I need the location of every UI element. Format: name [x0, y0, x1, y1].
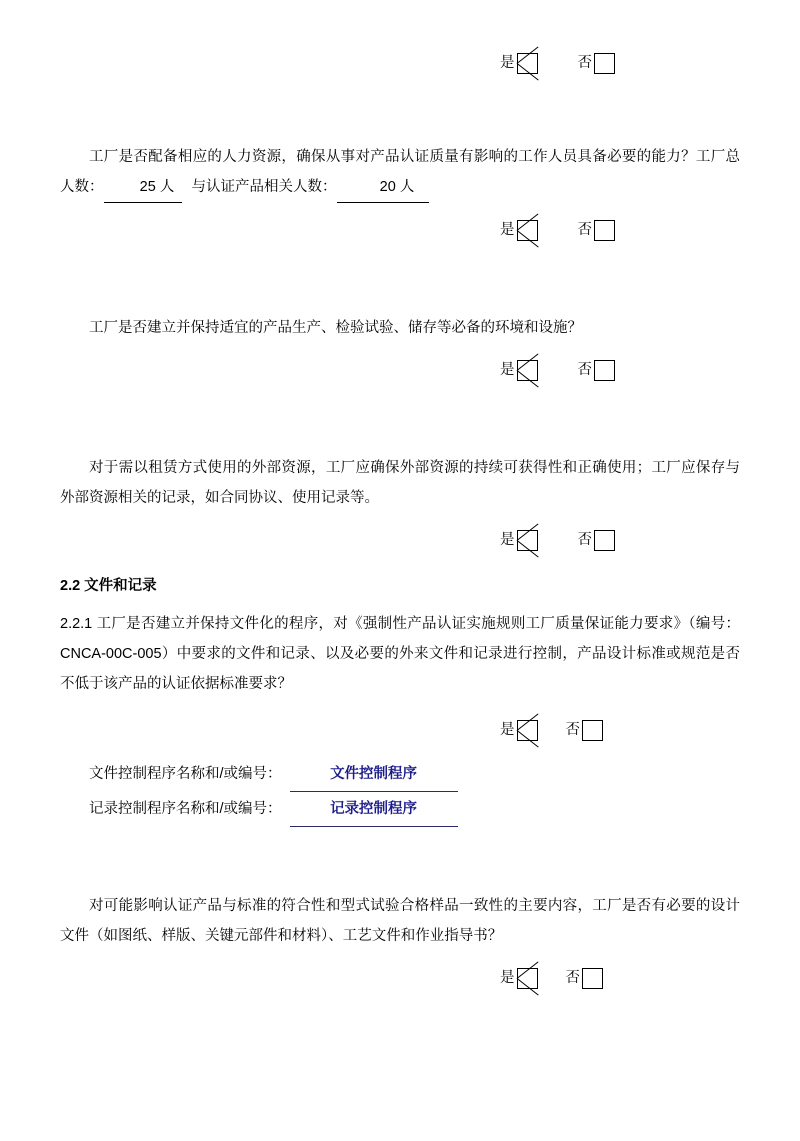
answer-yes-checkbox-2[interactable] [517, 360, 538, 381]
answer-no-checkbox-section[interactable] [582, 720, 603, 741]
answer-yes-option-final[interactable] [500, 963, 538, 993]
procedure-label-record-control: 记录控制程序名称和/或编号： [89, 801, 282, 817]
question-external-resources: 对于需以租赁方式使用的外部资源，工厂应确保外部资源的持续可获得性和正确使用；工厂应保存与外部资源相关的记录，如合同协议、使用记录等。 [60, 460, 740, 506]
answer-yes-option-section[interactable] [500, 715, 538, 745]
answer-no-label-2: 否 [577, 362, 592, 378]
answer-yes-checkbox-1[interactable] [517, 220, 538, 241]
section-heading-2-2: 2.2 文件和记录 [60, 578, 157, 594]
answer-yes-label-section: 是 [500, 722, 515, 738]
answer-no-checkbox-0[interactable] [594, 53, 615, 74]
procedure-label-document-control: 文件控制程序名称和/或编号： [89, 766, 282, 782]
total-people-value[interactable]: 25 人 [104, 172, 182, 203]
related-people-value[interactable]: 20 人 [337, 172, 429, 203]
spacer-before-final-answer [60, 951, 740, 963]
answer-yes-label-final: 是 [500, 970, 515, 986]
procedure-line-document-control [60, 757, 740, 792]
answer-no-option-1[interactable] [578, 215, 616, 245]
section-item-number: 2.2.1 [60, 616, 93, 632]
procedure-value-record-control[interactable]: 记录控制程序 [290, 792, 458, 827]
answer-yes-option-3[interactable] [500, 525, 538, 555]
answer-no-label-final: 否 [565, 970, 580, 986]
spacer-after-answer-1b [60, 293, 740, 313]
answer-row-final [60, 963, 740, 993]
answer-yes-label-1: 是 [500, 222, 515, 238]
answer-yes-label-3: 是 [500, 532, 515, 548]
spacer-before-heading [60, 555, 740, 571]
spacer-before-final-question [60, 827, 740, 875]
spacer-before-procedures [60, 745, 740, 757]
spacer-before-final-question-b [60, 875, 740, 891]
top-spacer [60, 0, 740, 48]
spacer-before-answer-3 [60, 513, 740, 525]
answer-yes-label-0: 是 [500, 55, 515, 71]
answer-yes-option-1[interactable] [500, 215, 538, 245]
question-human-resources-text: 工厂是否配备相应的人力资源，确保从事对产品认证质量有影响的工作人员具备必要的能力？工厂总人数： [60, 149, 740, 195]
answer-yes-option-0[interactable] [500, 48, 538, 78]
answer-no-checkbox-3[interactable] [594, 530, 615, 551]
answer-no-option-3[interactable] [578, 525, 616, 555]
section-item-text: 工厂是否建立并保持文件化的程序，对《强制性产品认证实施规则工厂质量保证能力要求》（编号：CNCA-00C-005）中要求的文件和记录、以及必要的外来文件和记录进行控制，产品设计标准或规范是否不低于该产品的认证依据标准要求？ [60, 616, 740, 692]
answer-yes-checkbox-0[interactable] [517, 53, 538, 74]
answer-yes-option-2[interactable] [500, 355, 538, 385]
answer-no-label-3: 否 [577, 532, 592, 548]
spacer-before-answer-1 [60, 203, 740, 215]
answer-yes-label-2: 是 [500, 362, 515, 378]
answer-no-option-section[interactable] [566, 715, 604, 745]
spacer-after-heading [60, 601, 740, 609]
answer-no-option-0[interactable] [578, 48, 616, 78]
answer-row-section [60, 715, 740, 745]
spacer-after-answer-0b [60, 118, 740, 142]
procedure-line-record-control [60, 792, 740, 827]
answer-no-label-section: 否 [565, 722, 580, 738]
answer-no-label-1: 否 [577, 222, 592, 238]
question-environment-facility: 工厂是否建立并保持适宜的产品生产、检验试验、储存等必备的环境和设施？ [89, 320, 582, 336]
question-human-resources [60, 142, 740, 203]
answer-no-checkbox-2[interactable] [594, 360, 615, 381]
answer-yes-checkbox-section[interactable] [517, 720, 538, 741]
procedure-value-document-control[interactable]: 文件控制程序 [290, 757, 458, 792]
answer-yes-checkbox-final[interactable] [517, 968, 538, 989]
answer-no-checkbox-1[interactable] [594, 220, 615, 241]
answer-row-3 [60, 525, 740, 555]
spacer-before-answer-2 [60, 343, 740, 355]
answer-row-1 [60, 215, 740, 245]
answer-yes-checkbox-3[interactable] [517, 530, 538, 551]
spacer-after-answer-2 [60, 385, 740, 433]
answer-no-option-final[interactable] [566, 963, 604, 993]
spacer-after-answer-1 [60, 245, 740, 293]
section-item-2-2-1 [60, 609, 740, 699]
spacer-after-answer-2b [60, 433, 740, 453]
spacer-before-section-answer [60, 699, 740, 715]
answer-no-label-0: 否 [577, 55, 592, 71]
question-design-documents: 对可能影响认证产品与标准的符合性和型式试验合格样品一致性的主要内容，工厂是否有必要的设计文件（如图纸、样版、关键元部件和材料）、工艺文件和作业指导书？ [60, 898, 740, 944]
spacer-after-answer-0 [60, 78, 740, 118]
answer-no-option-2[interactable] [578, 355, 616, 385]
related-people-label: 与认证产品相关人数： [191, 179, 337, 195]
answer-row-0 [60, 48, 740, 78]
answer-row-2 [60, 355, 740, 385]
answer-no-checkbox-final[interactable] [582, 968, 603, 989]
